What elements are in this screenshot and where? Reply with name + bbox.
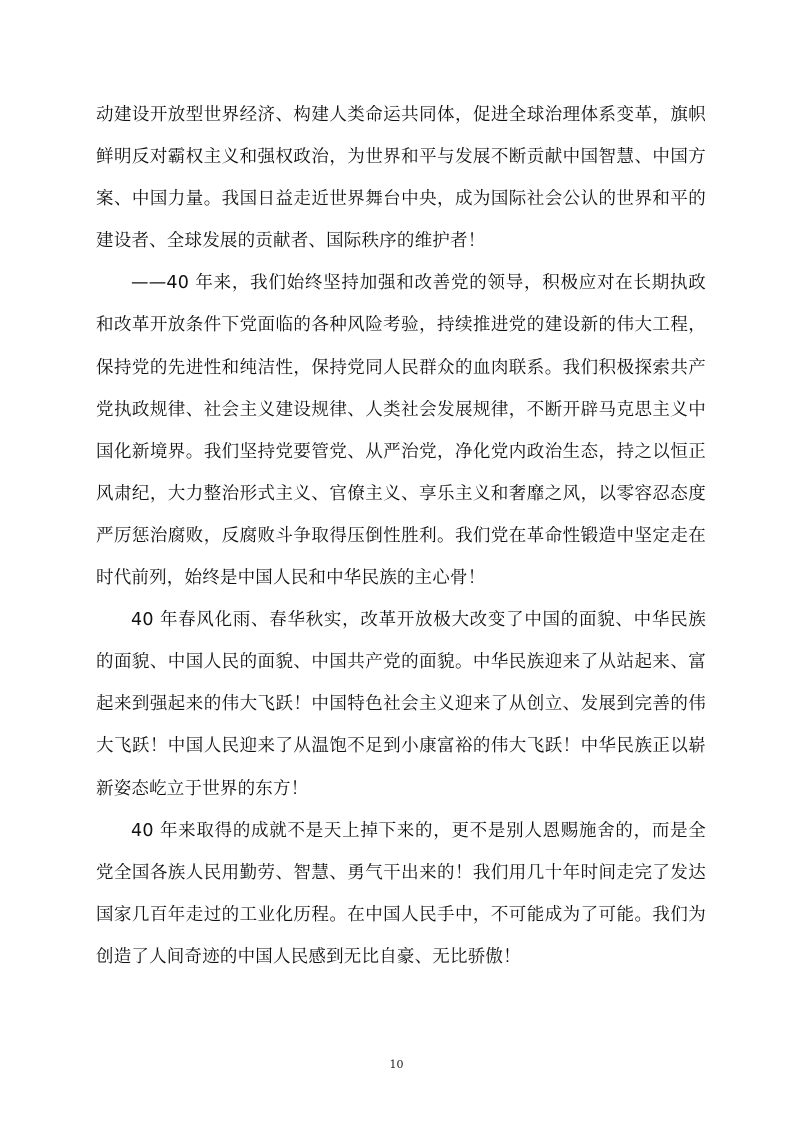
paragraph: ——40 年来，我们始终坚持加强和改善党的领导，积极应对在长期执政和改革开放条件下党面临的各种风险考验，持续推进党的建设新的伟大工程，保持党的先进性和纯洁性，保持党同人民群众的血肉联系。我们积极探索共产党执政规律、社会主义建设规律、人类社会发展规律，不断开辟马克思主义中国化新境界。我们坚持党要管党、从严治党，净化党内政治生态，持之以恒正风肃纪，大力整治形式主义、官僚主义、享乐主义和奢靡之风，以零容忍态度严厉惩治腐败，反腐败斗争取得压倒性胜利。我们党在革命性锻造中坚定走在时代前列，始终是中国人民和中华民族的主心骨！	[96, 273, 706, 589]
body-text	[96, 94, 706, 978]
paragraph: 40 年春风化雨、春华秋实，改革开放极大改变了中国的面貌、中华民族的面貌、中国人民的面貌、中国共产党的面貌。中华民族迎来了从站起来、富起来到强起来的伟大飞跃！中国特色社会主义迎来了从创立、发展到完善的伟大飞跃！中国人民迎来了从温饱不足到小康富裕的伟大飞跃！中华民族正以崭新姿态屹立于世界的东方！	[96, 610, 706, 799]
paragraph: 40 年来取得的成就不是天上掉下来的，更不是别人恩赐施舍的，而是全党全国各族人民用勤劳、智慧、勇气干出来的！我们用几十年时间走完了发达国家几百年走过的工业化历程。在中国人民手中，不可能成为了可能。我们为创造了人间奇迹的中国人民感到无比自豪、无比骄傲！	[96, 820, 706, 967]
page-number: 10	[389, 1058, 404, 1071]
paragraph-continued: 动建设开放型世界经济、构建人类命运共同体，促进全球治理体系变革，旗帜鲜明反对霸权主义和强权政治，为世界和平与发展不断贡献中国智慧、中国方案、中国力量。我国日益走近世界舞台中央，成为国际社会公认的世界和平的建设者、全球发展的贡献者、国际秩序的维护者！	[96, 105, 706, 252]
